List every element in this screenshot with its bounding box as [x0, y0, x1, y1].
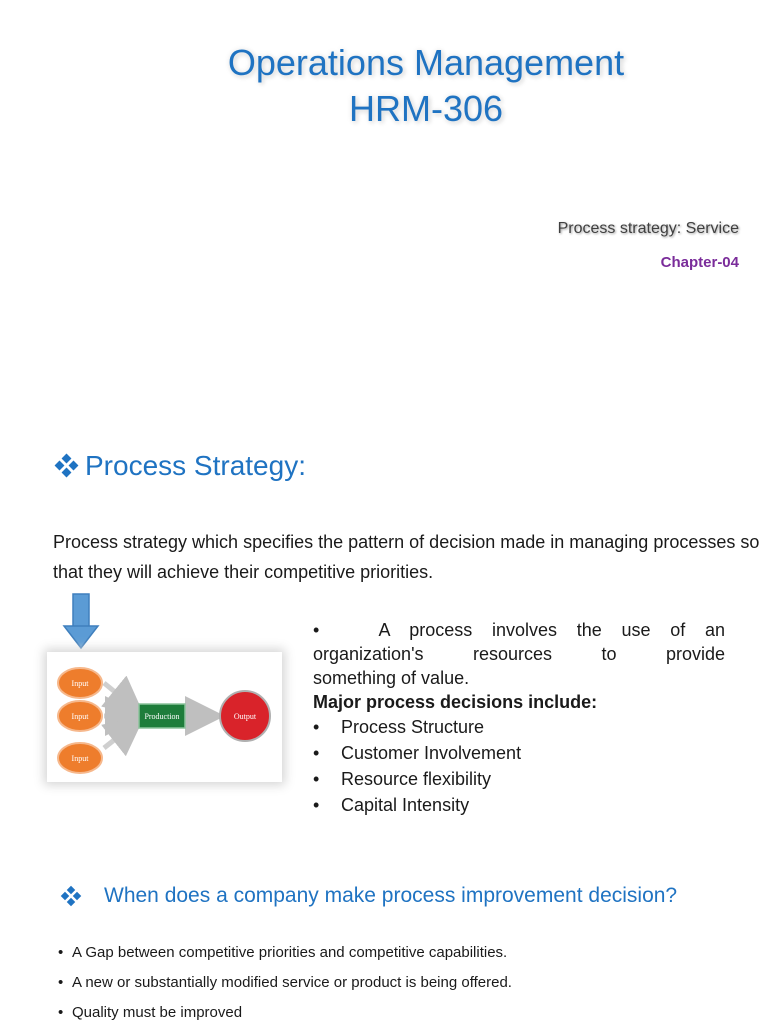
input-label-3: Input — [71, 754, 89, 763]
bullet-dot-icon: • — [313, 717, 320, 737]
list-item: • A Gap between competitive priorities and competitive capabilities. — [58, 938, 512, 968]
intro-line-2: organization's resources to provide — [313, 644, 725, 664]
process-diagram — [47, 652, 282, 782]
list-item: • Process Structure — [313, 714, 725, 740]
intro-line-1: • A process involves the use of an — [313, 620, 725, 640]
bullet-dot-icon: • — [58, 944, 64, 961]
page-title: Operations Management — [227, 42, 625, 83]
process-diagram-svg — [47, 652, 282, 782]
section-heading-text: Process Strategy: — [85, 450, 306, 481]
chapter-label: Chapter-04 — [660, 254, 739, 271]
input-label-2: Input — [71, 712, 89, 721]
list-item: • Customer Involvement — [313, 740, 725, 766]
bullet-dot-icon: • — [313, 743, 320, 763]
question-heading-text: When does a company make process improvement decision? — [104, 884, 678, 907]
section-heading — [53, 450, 306, 482]
down-arrow-icon — [62, 592, 100, 650]
decisions-heading: Major process decisions include: — [313, 692, 598, 712]
bullet-dot-icon: • — [58, 974, 64, 991]
question-heading — [60, 884, 677, 908]
bullet-dot-icon: • — [313, 795, 320, 815]
process-bullets — [313, 618, 725, 818]
intro-line-3: something of value. — [313, 668, 470, 688]
section-paragraph: Process strategy which specifies the pattern of decision made in managing processes so that they will achieve their competitive priorities. — [53, 532, 760, 582]
bullet-dot-icon: • — [313, 769, 320, 789]
course-code: HRM-306 — [348, 88, 504, 129]
diamond-bullet-icon — [53, 452, 81, 480]
list-item: • Resource flexibility — [313, 766, 725, 792]
improvement-list — [58, 938, 512, 1028]
diamond-bullet-icon — [60, 885, 82, 907]
arrow-input1 — [104, 683, 137, 710]
input-label-1: Input — [71, 679, 89, 688]
bullet-dot-icon: • — [58, 1004, 64, 1021]
list-item: • A new or substantially modified service or product is being offered. — [58, 968, 512, 998]
list-item: • Quality must be improved — [58, 998, 512, 1028]
output-label: Output — [233, 712, 257, 721]
arrow-input3 — [104, 722, 137, 748]
production-label: Production — [144, 712, 180, 721]
bullet-dot-icon: • — [313, 620, 379, 640]
list-item: • Capital Intensity — [313, 792, 725, 818]
subtitle: Process strategy: Service — [557, 220, 739, 237]
